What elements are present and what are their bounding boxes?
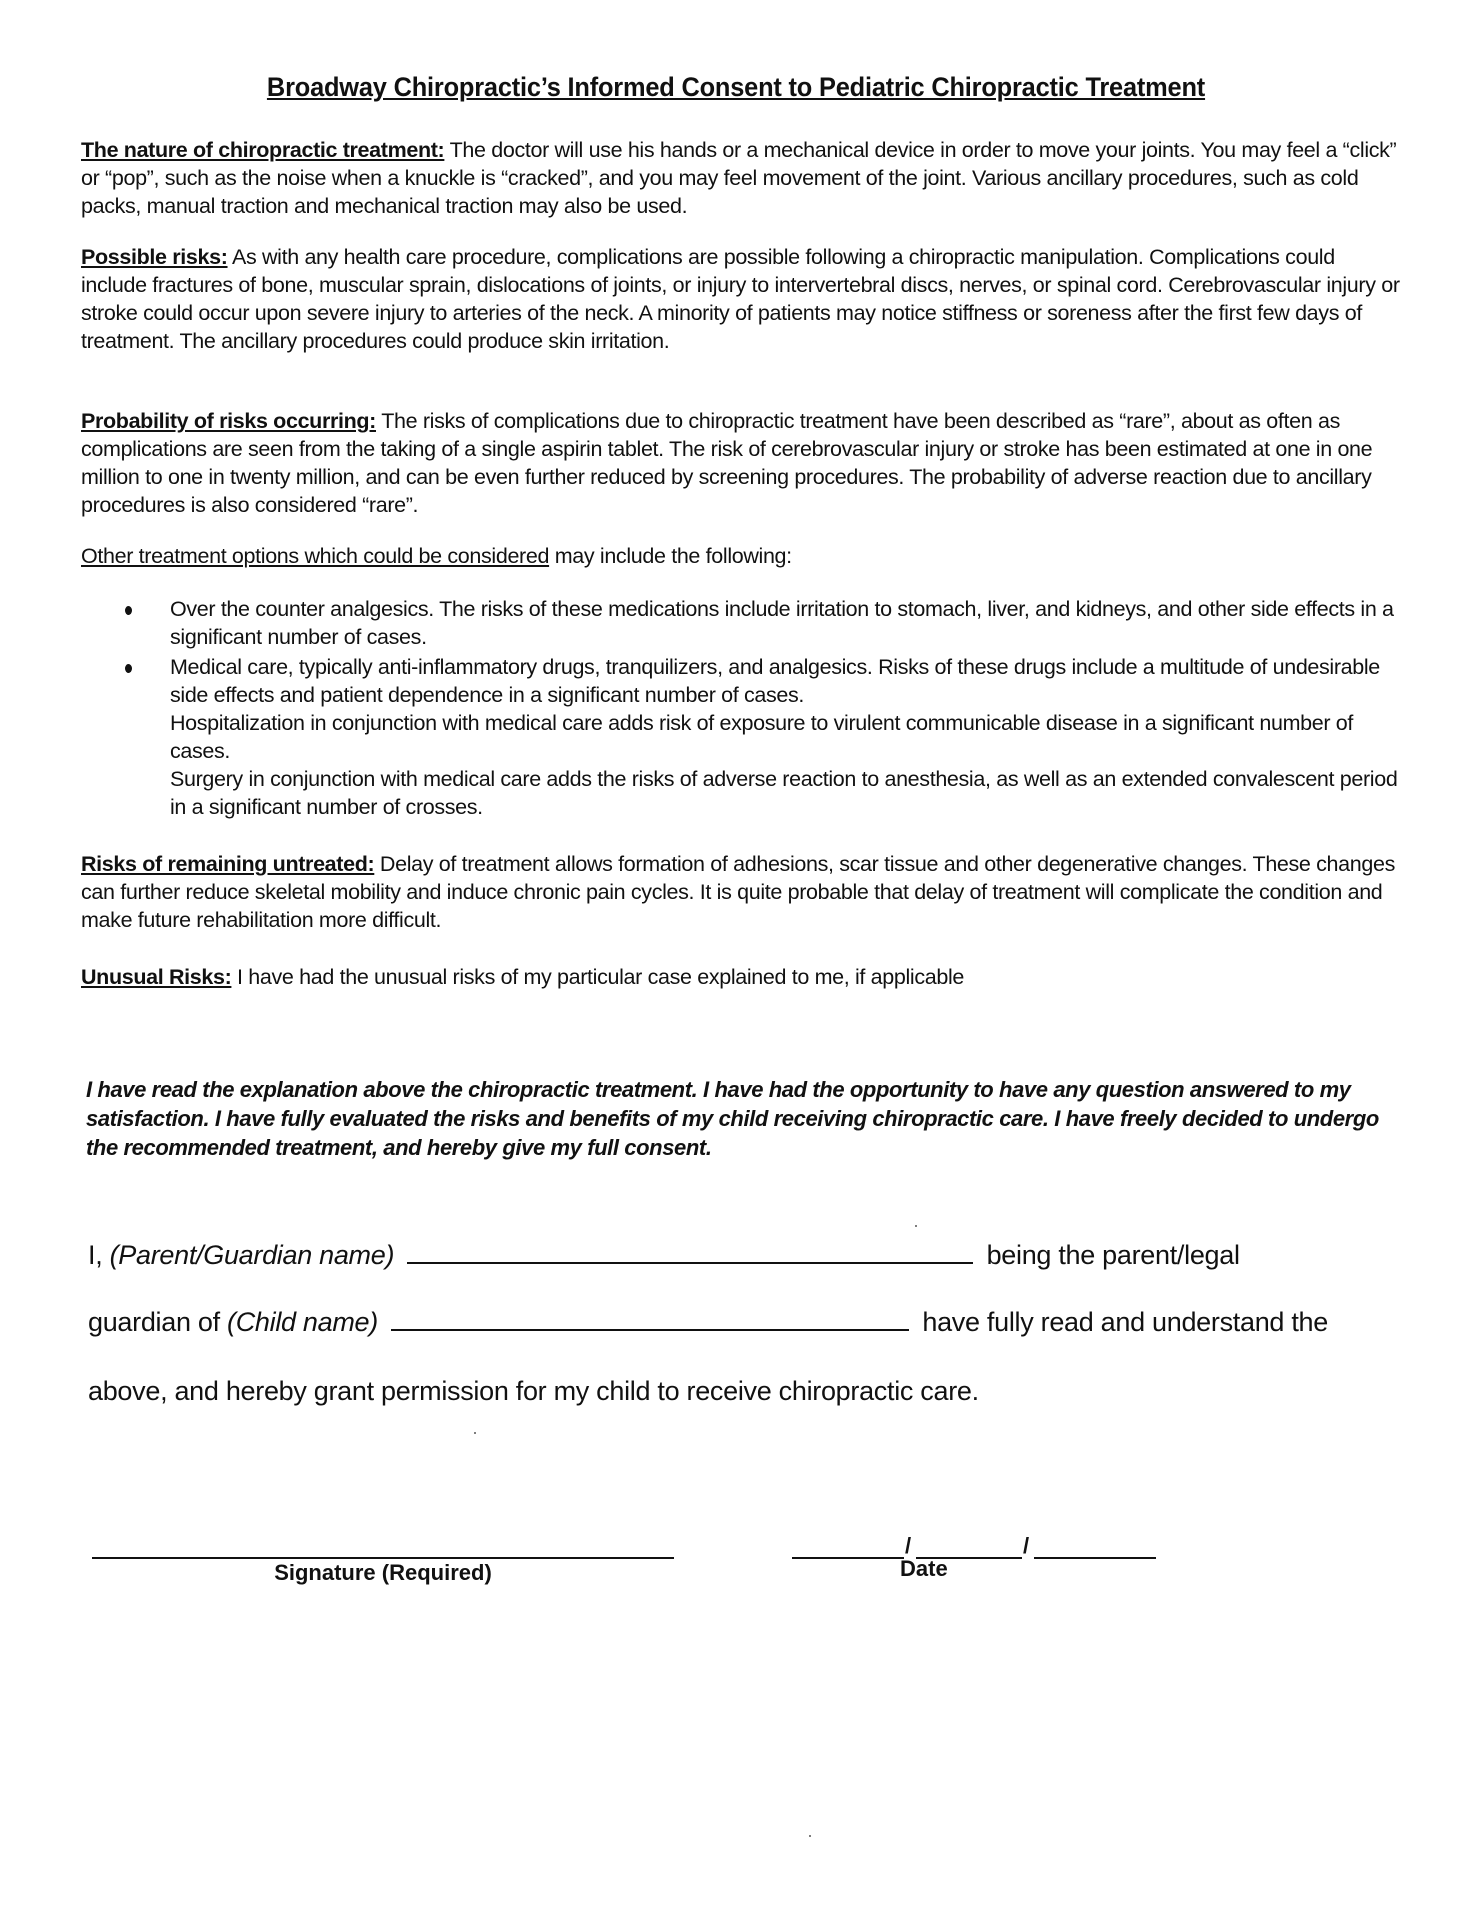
list-item-subtext-hospitalization: Hospitalization in conjunction with medical care adds risk of exposure to virulent communicable disease in a significant number of cases.	[170, 711, 1354, 763]
section-probability-of-risks	[81, 407, 1401, 519]
section-label: Probability of risks occurring:	[81, 409, 376, 433]
list-item	[120, 595, 1400, 651]
date-separator: /	[905, 1533, 912, 1558]
date-separator: /	[1023, 1533, 1030, 1558]
scan-speck	[809, 1835, 811, 1837]
parent-name-field[interactable]	[407, 1240, 973, 1264]
date-field[interactable]	[792, 1527, 1156, 1559]
consent-line-child	[88, 1307, 1328, 1338]
document-title: Broadway Chiropractic’s Informed Consent to Pediatric Chiropractic Treatment	[266, 72, 1206, 102]
section-label: Risks of remaining untreated:	[81, 852, 375, 876]
section-text: I have had the unusual risks of my particular case explained to me, if applicable	[231, 965, 964, 989]
list-item-text: Medical care, typically anti-inflammatory drugs, tranquilizers, and analgesics. Risks of these drugs include a multitude of undesirable side effects and patient dependence in a significant number of cases.	[170, 655, 1380, 707]
section-text: The doctor will use his hands or a mechanical device in order to move your joints. You may feel a “click” or “pop”, such as the noise when a knuckle is “cracked”, and you may feel movement of the joint. Various ancillary procedures, such as cold packs, manual traction and mechanical traction may also be used.	[81, 138, 1397, 218]
date-label: Date	[900, 1556, 948, 1581]
other-options-heading: Other treatment options which could be considered	[81, 544, 550, 568]
parent-name-hint: (Parent/Guardian name)	[109, 1240, 395, 1270]
list-item-text: Over the counter analgesics. The risks of these medications include irritation to stomach, liver, and kidneys, and other side effects in a significant number of cases.	[170, 597, 1394, 649]
consent-prefix: guardian of	[88, 1307, 228, 1337]
section-risks-untreated	[81, 850, 1401, 934]
section-label: Unusual Risks:	[81, 965, 232, 989]
consent-line-parent	[88, 1240, 1240, 1271]
consent-suffix: being the parent/legal	[986, 1240, 1240, 1270]
section-text: Delay of treatment allows formation of adhesions, scar tissue and other degenerative changes. These changes can further reduce skeletal mobility and induce chronic pain cycles. It is quite probable that delay of treatment will complicate the condition and make future rehabilitation more difficult.	[81, 852, 1395, 932]
other-options-intro	[81, 542, 1401, 570]
list-item	[120, 653, 1400, 821]
section-label: The nature of chiropractic treatment:	[81, 138, 445, 162]
section-possible-risks	[81, 243, 1401, 355]
date-month-field[interactable]	[792, 1557, 904, 1559]
child-name-field[interactable]	[391, 1307, 909, 1331]
section-text: The risks of complications due to chiropractic treatment have been described as “rare”, about as often as complications are seen from the taking of a single aspirin tablet. The risk of cerebrovascular injury or stroke has been estimated at one in one million to one in twenty million, and can be even further reduced by screening procedures. The probability of adverse reaction due to ancillary procedures is also considered “rare”.	[81, 409, 1373, 517]
date-year-field[interactable]	[1034, 1557, 1156, 1559]
child-name-hint: (Child name)	[227, 1307, 378, 1337]
scan-speck	[915, 1225, 917, 1227]
scan-speck	[474, 1432, 476, 1434]
consent-suffix: have fully read and understand the	[922, 1307, 1328, 1337]
consent-statement: I have read the explanation above the chiropractic treatment. I have had the opportunity to have any question answered to my satisfaction. I have fully evaluated the risks and benefits of my child receiving chiropractic care. I have freely decided to undergo the recommended treatment, and hereby give my full consent.	[86, 1077, 1379, 1160]
signature-field[interactable]	[92, 1557, 674, 1559]
section-text: As with any health care procedure, complications are possible following a chiropractic manipulation. Complications could include fractures of bone, muscular sprain, dislocations of joints, or injury to intervertebral discs, nerves, or spinal cord. Cerebrovascular injury or stroke could occur upon severe injury to arteries of the neck. A minority of patients may notice stiffness or soreness after the first few days of treatment. The ancillary procedures could produce skin irritation.	[81, 245, 1400, 353]
section-nature-of-treatment	[81, 136, 1401, 220]
signature-label: Signature (Required)	[274, 1560, 492, 1585]
section-unusual-risks	[81, 963, 1401, 991]
other-options-list	[120, 595, 1400, 823]
list-item-subtext-surgery: Surgery in conjunction with medical care adds the risks of adverse reaction to anesthesia, as well as an extended convalescent period in a significant number of crosses.	[170, 767, 1398, 819]
section-label: Possible risks:	[81, 245, 228, 269]
bullet-icon	[125, 664, 132, 673]
bullet-icon	[125, 606, 132, 615]
consent-line-permission: above, and hereby grant permission for my child to receive chiropractic care.	[88, 1376, 979, 1406]
other-options-rest: may include the following:	[549, 544, 792, 568]
consent-prefix: I,	[88, 1240, 110, 1270]
